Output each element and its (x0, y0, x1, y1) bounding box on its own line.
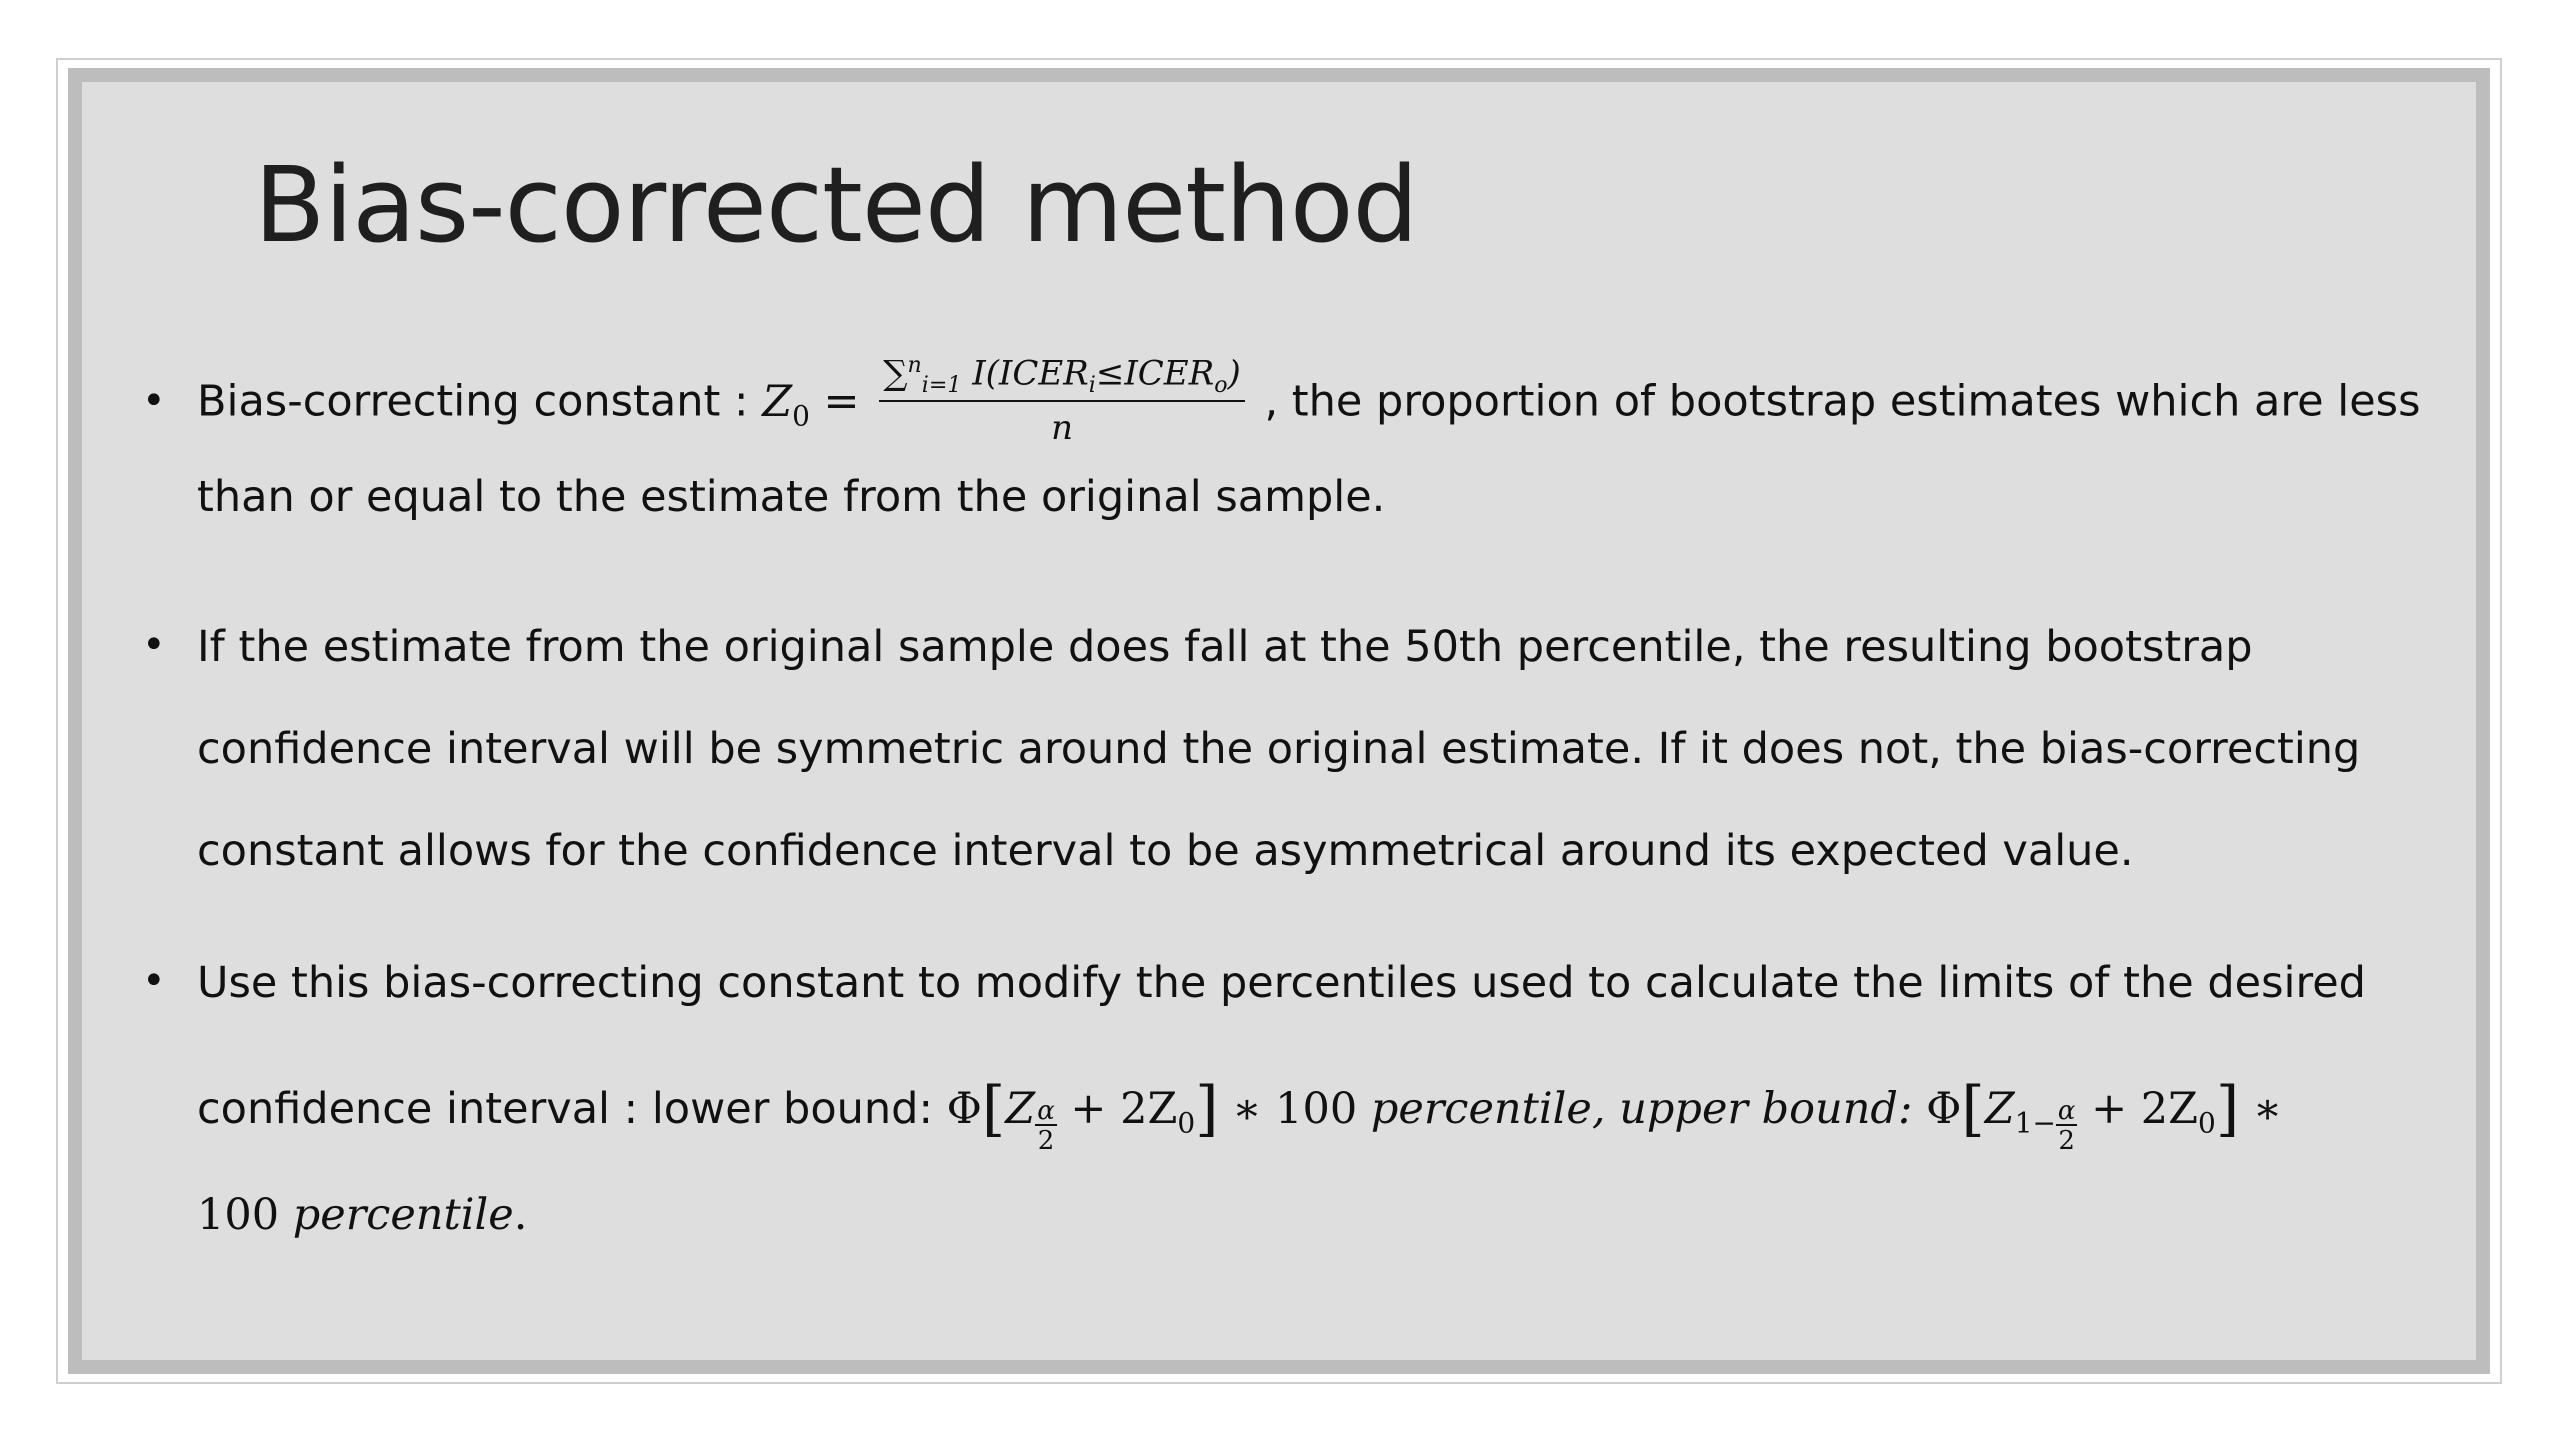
bullet-3 (142, 948, 2452, 1288)
bullet-1-line-2: than or equal to the estimate from the original sample. (197, 472, 1386, 522)
bullet-1-line-1 (197, 352, 2421, 452)
fraction-denominator: n (1051, 408, 1073, 449)
bullet-3-line-3: 100 percentile. (197, 1190, 528, 1240)
fraction-numerator: ∑$^n_{i=1}$ $I(ICER_i\le ICER_o)$ (879, 352, 1245, 402)
upper-bound-label: upper bound: (1605, 1084, 1927, 1134)
bullet-1-suffix: , the proportion of bootstrap estimates which are less (1250, 376, 2421, 427)
bullet-2-line-2: confidence interval will be symmetric around the original estimate. If it does not, the bias-correcting (197, 724, 2361, 774)
bullet-2 (142, 612, 2452, 876)
equals-sign: = (809, 376, 874, 427)
slide-panel (68, 68, 2490, 1374)
bullet-3-line-2 (197, 1068, 2283, 1156)
bullet-dot: • (142, 378, 166, 424)
bullet-dot: • (142, 958, 166, 1004)
bullet-1-prefix: Bias-correcting constant : (197, 376, 763, 427)
z0-symbol: $Z_0$ (762, 376, 810, 433)
bullet-3-line-1: Use this bias-correcting constant to modify the percentiles used to calculate the limits of the desired (197, 958, 2366, 1008)
lower-bound-formula: Φ[Z $\frac{\alpha}{2}$ + $2Z_0$] ∗ 100 percentile, (946, 1074, 1606, 1156)
slide-title: Bias-corrected method (254, 144, 1418, 266)
bullet-dot: • (142, 622, 166, 668)
upper-bound-formula: $\Phi[Z_{1-}$ $\frac{\alpha}{2}$ + $2Z_0$] ∗ (1926, 1074, 2283, 1156)
bullet-2-line-1: If the estimate from the original sample does fall at the 50th percentile, the resulting bootstrap (197, 622, 2253, 672)
bullet-2-line-3: constant allows for the confidence interval to be asymmetrical around its expected value. (197, 826, 2134, 876)
lower-bound-label: confidence interval : lower bound: (197, 1084, 947, 1134)
slide-outer-frame (56, 58, 2502, 1384)
bullet-1 (142, 344, 2452, 522)
z0-fraction (879, 352, 1245, 448)
